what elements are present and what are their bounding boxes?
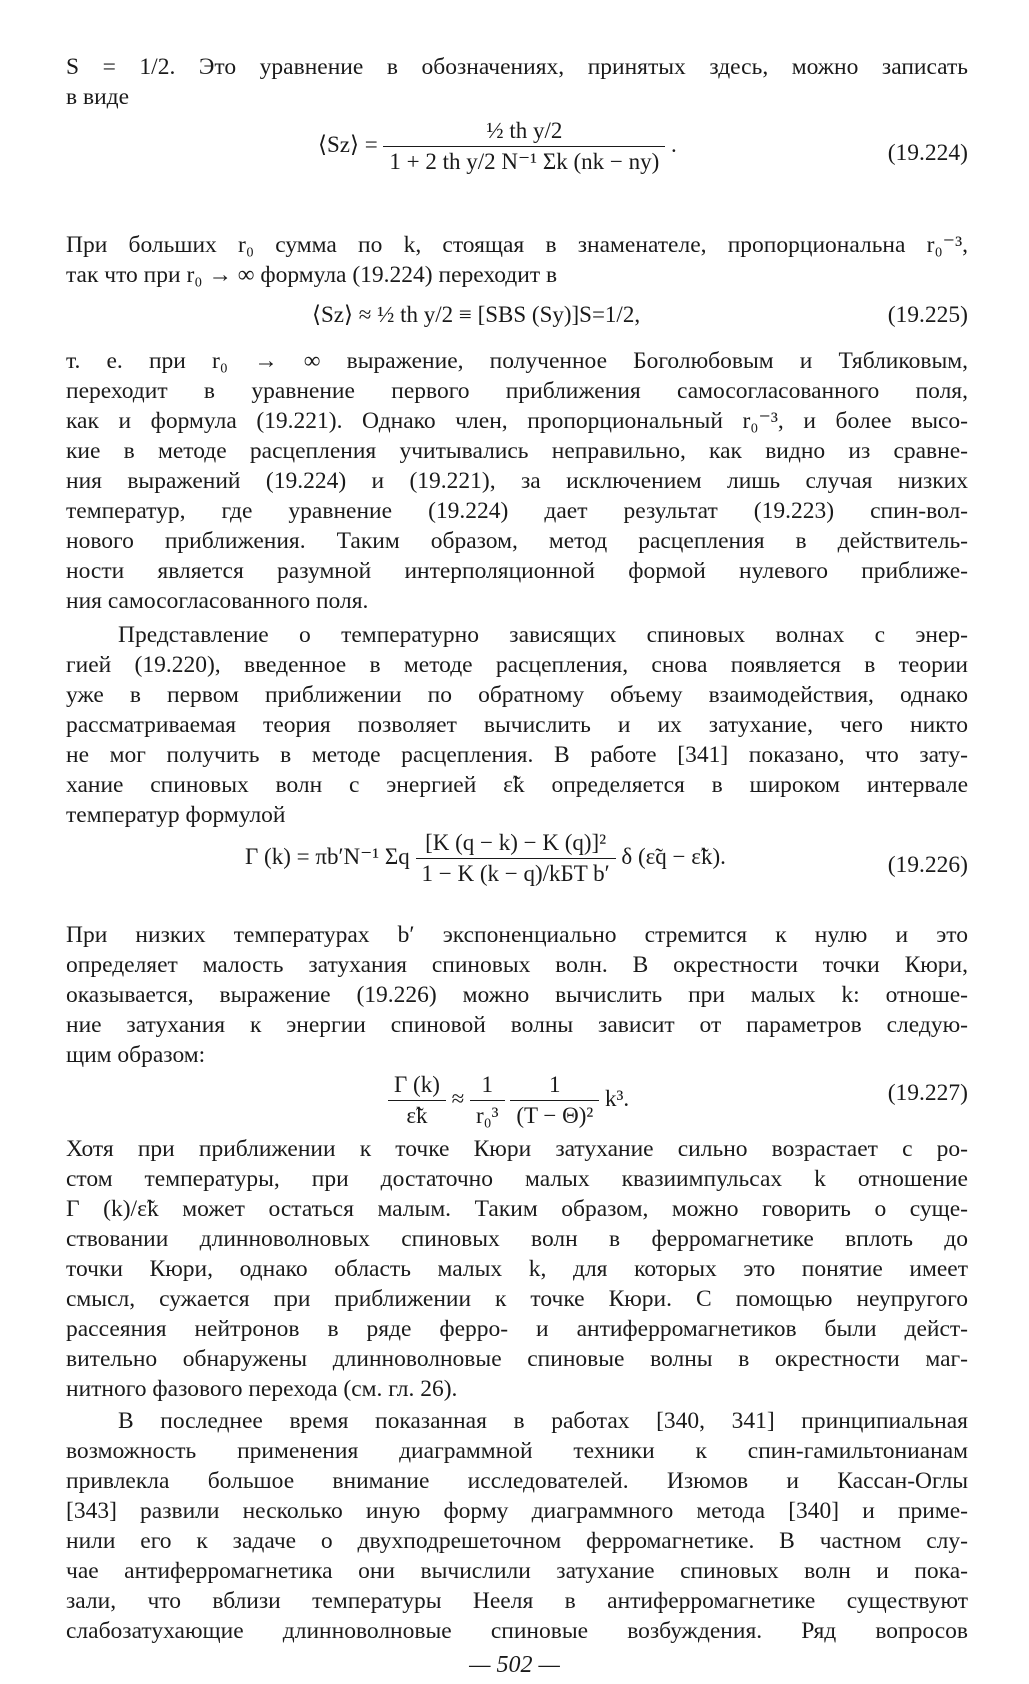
text-line: нового приближения. Таким образом, метод расцепления в действитель- [66,528,968,554]
eq-denominator: (T − Θ)² [516,1103,594,1128]
eq-numerator: Γ (k) [388,1072,446,1101]
eq-numerator: 1 [510,1072,599,1101]
eq-fraction [388,1072,446,1129]
eq-numerator: ½ th y/2 [383,118,665,147]
text-line: ствовании длинноволновых спиновых волн в ферромагнетике вплоть до [66,1226,968,1252]
text-line: ние затухания к энергии спиновой волны зависит от параметров следую- [66,1012,968,1038]
text-line: ния самосогласованного поля. [66,588,369,614]
eq-denominator: ε̃k [406,1103,428,1128]
text-line: Представление о температурно зависящих спиновых волнах с энер- [118,622,968,648]
text-line: ния выражений (19.224) и (19.221), за исключением лишь случая низких [66,468,968,494]
eq-denominator: 1 − K (k − q)/kБT b′ [421,861,610,886]
eq-numerator: 1 [470,1072,505,1101]
text-line: точки Кюри, однако область малых k, для которых это понятие имеет [66,1256,968,1282]
equation-number: (19.224) [887,140,968,166]
equation-number: (19.227) [887,1080,968,1106]
text-line: нили его к задаче о двухподрешеточном ферромагнетике. В частном слу- [66,1528,968,1554]
equation-number: (19.226) [887,852,968,878]
equation-19-225: ⟨Sz⟩ ≈ ½ th y/2 ≡ [SBS (Sy)]S=1/2, [312,302,641,327]
eq-denominator: r₀³ [476,1103,499,1128]
text-line: как и формула (19.221). Однако член, пропорциональный r₀⁻³, и более высо- [66,408,968,434]
text-line: чае антиферромагнетика они вычислили затухание спиновых волн и пока- [66,1558,968,1584]
text-line: переходит в уравнение первого приближения самосогласованного поля, [66,378,968,404]
eq-tail: δ (ε̃q − ε̃k). [621,843,726,869]
equation-19-224 [318,118,677,175]
text-line: S = 1/2. Это уравнение в обозначениях, принятых здесь, можно записать [66,54,968,80]
eq-lhs: Γ (k) = πb′N⁻¹ Σq [245,843,410,869]
equation-19-226 [245,830,726,887]
text-line: гией (19.220), введенное в методе расцепления, снова появляется в теории [66,652,968,678]
text-line: возможность применения диаграммной техники к спин-гамильтонианам [66,1438,968,1464]
eq-fraction [470,1072,505,1129]
text-line: Хотя при приближении к точке Кюри затухание сильно возрастает с ро- [66,1136,968,1162]
text-line: Γ (k)/ε̃k может остаться малым. Таким образом, можно говорить о суще- [66,1196,968,1222]
text-line: При низких температурах b′ экспоненциально стремится к нулю и это [66,922,968,948]
text-line: рассматриваемая теория позволяет вычислить и их затухание, чего никто [66,712,968,738]
text-line: В последнее время показанная в работах [340, 341] принципиальная [118,1408,968,1434]
text-line: стом температуры, при достаточно малых квазиимпульсах k отношение [66,1166,968,1192]
eq-fraction [510,1072,599,1129]
eq-lhs: ⟨Sz⟩ = [318,131,378,157]
text-line: кие в методе расцепления учитывались неправильно, как видно из сравне- [66,438,968,464]
text-line: слабозатухающие длинноволновые спиновые возбуждения. Ряд вопросов [66,1618,968,1644]
text-line: т. е. при r₀ → ∞ выражение, полученное Боголюбовым и Тябликовым, [66,348,968,374]
text-line: температур формулой [66,802,286,828]
text-line: так что при r₀ → ∞ формула (19.224) переходит в [66,262,558,288]
equation-number: (19.225) [887,302,968,328]
eq-fraction [416,830,616,887]
text-line: смысл, сужается при приближении к точке Кюри. С помощью неупругого [66,1286,968,1312]
eq-approx: ≈ [451,1085,465,1111]
text-line: не мог получить в методе расцепления. В работе [341] показано, что зату- [66,742,968,768]
text-line: нитного фазового перехода (см. гл. 26). [66,1376,458,1402]
text-line: оказывается, выражение (19.226) можно вычислить при малых k: отноше- [66,982,968,1008]
eq-fraction [383,118,665,175]
equation-19-227 [388,1072,629,1129]
text-line: вительно обнаружены длинноволновые спиновые волны в окрестности маг- [66,1346,968,1372]
text-line: температур, где уравнение (19.224) дает результат (19.223) спин-вол- [66,498,968,524]
text-line: привлекла большое внимание исследователей. Изюмов и Кассан-Оглы [66,1468,968,1494]
text-line: в виде [66,84,130,110]
text-line: щим образом: [66,1042,206,1068]
text-line: При больших r₀ сумма по k, стоящая в знаменателе, пропорциональна r₀⁻³, [66,232,968,258]
text-line: уже в первом приближении по обратному объему взаимодействия, однако [66,682,968,708]
page-number: — 502 — [469,1652,560,1678]
eq-tail: . [671,131,677,157]
eq-numerator: [K (q − k) − K (q)]² [416,830,616,859]
text-line: зали, что вблизи температуры Нееля в антиферромагнетике существуют [66,1588,968,1614]
eq-denominator: 1 + 2 th y/2 N⁻¹ Σk (nk − ny) [389,149,660,174]
text-line: определяет малость затухания спиновых волн. В окрестности точки Кюри, [66,952,968,978]
text-line: хание спиновых волн с энергией ε̃k определяется в широком интервале [66,772,968,798]
text-line: рассеяния нейтронов в ряде ферро- и антиферромагнетиков были дейст- [66,1316,968,1342]
text-line: [343] развили несколько иную форму диаграммного метода [340] и приме- [66,1498,968,1524]
eq-tail: k³. [605,1085,630,1111]
text-line: ности является разумной интерполяционной формой нулевого приближе- [66,558,968,584]
